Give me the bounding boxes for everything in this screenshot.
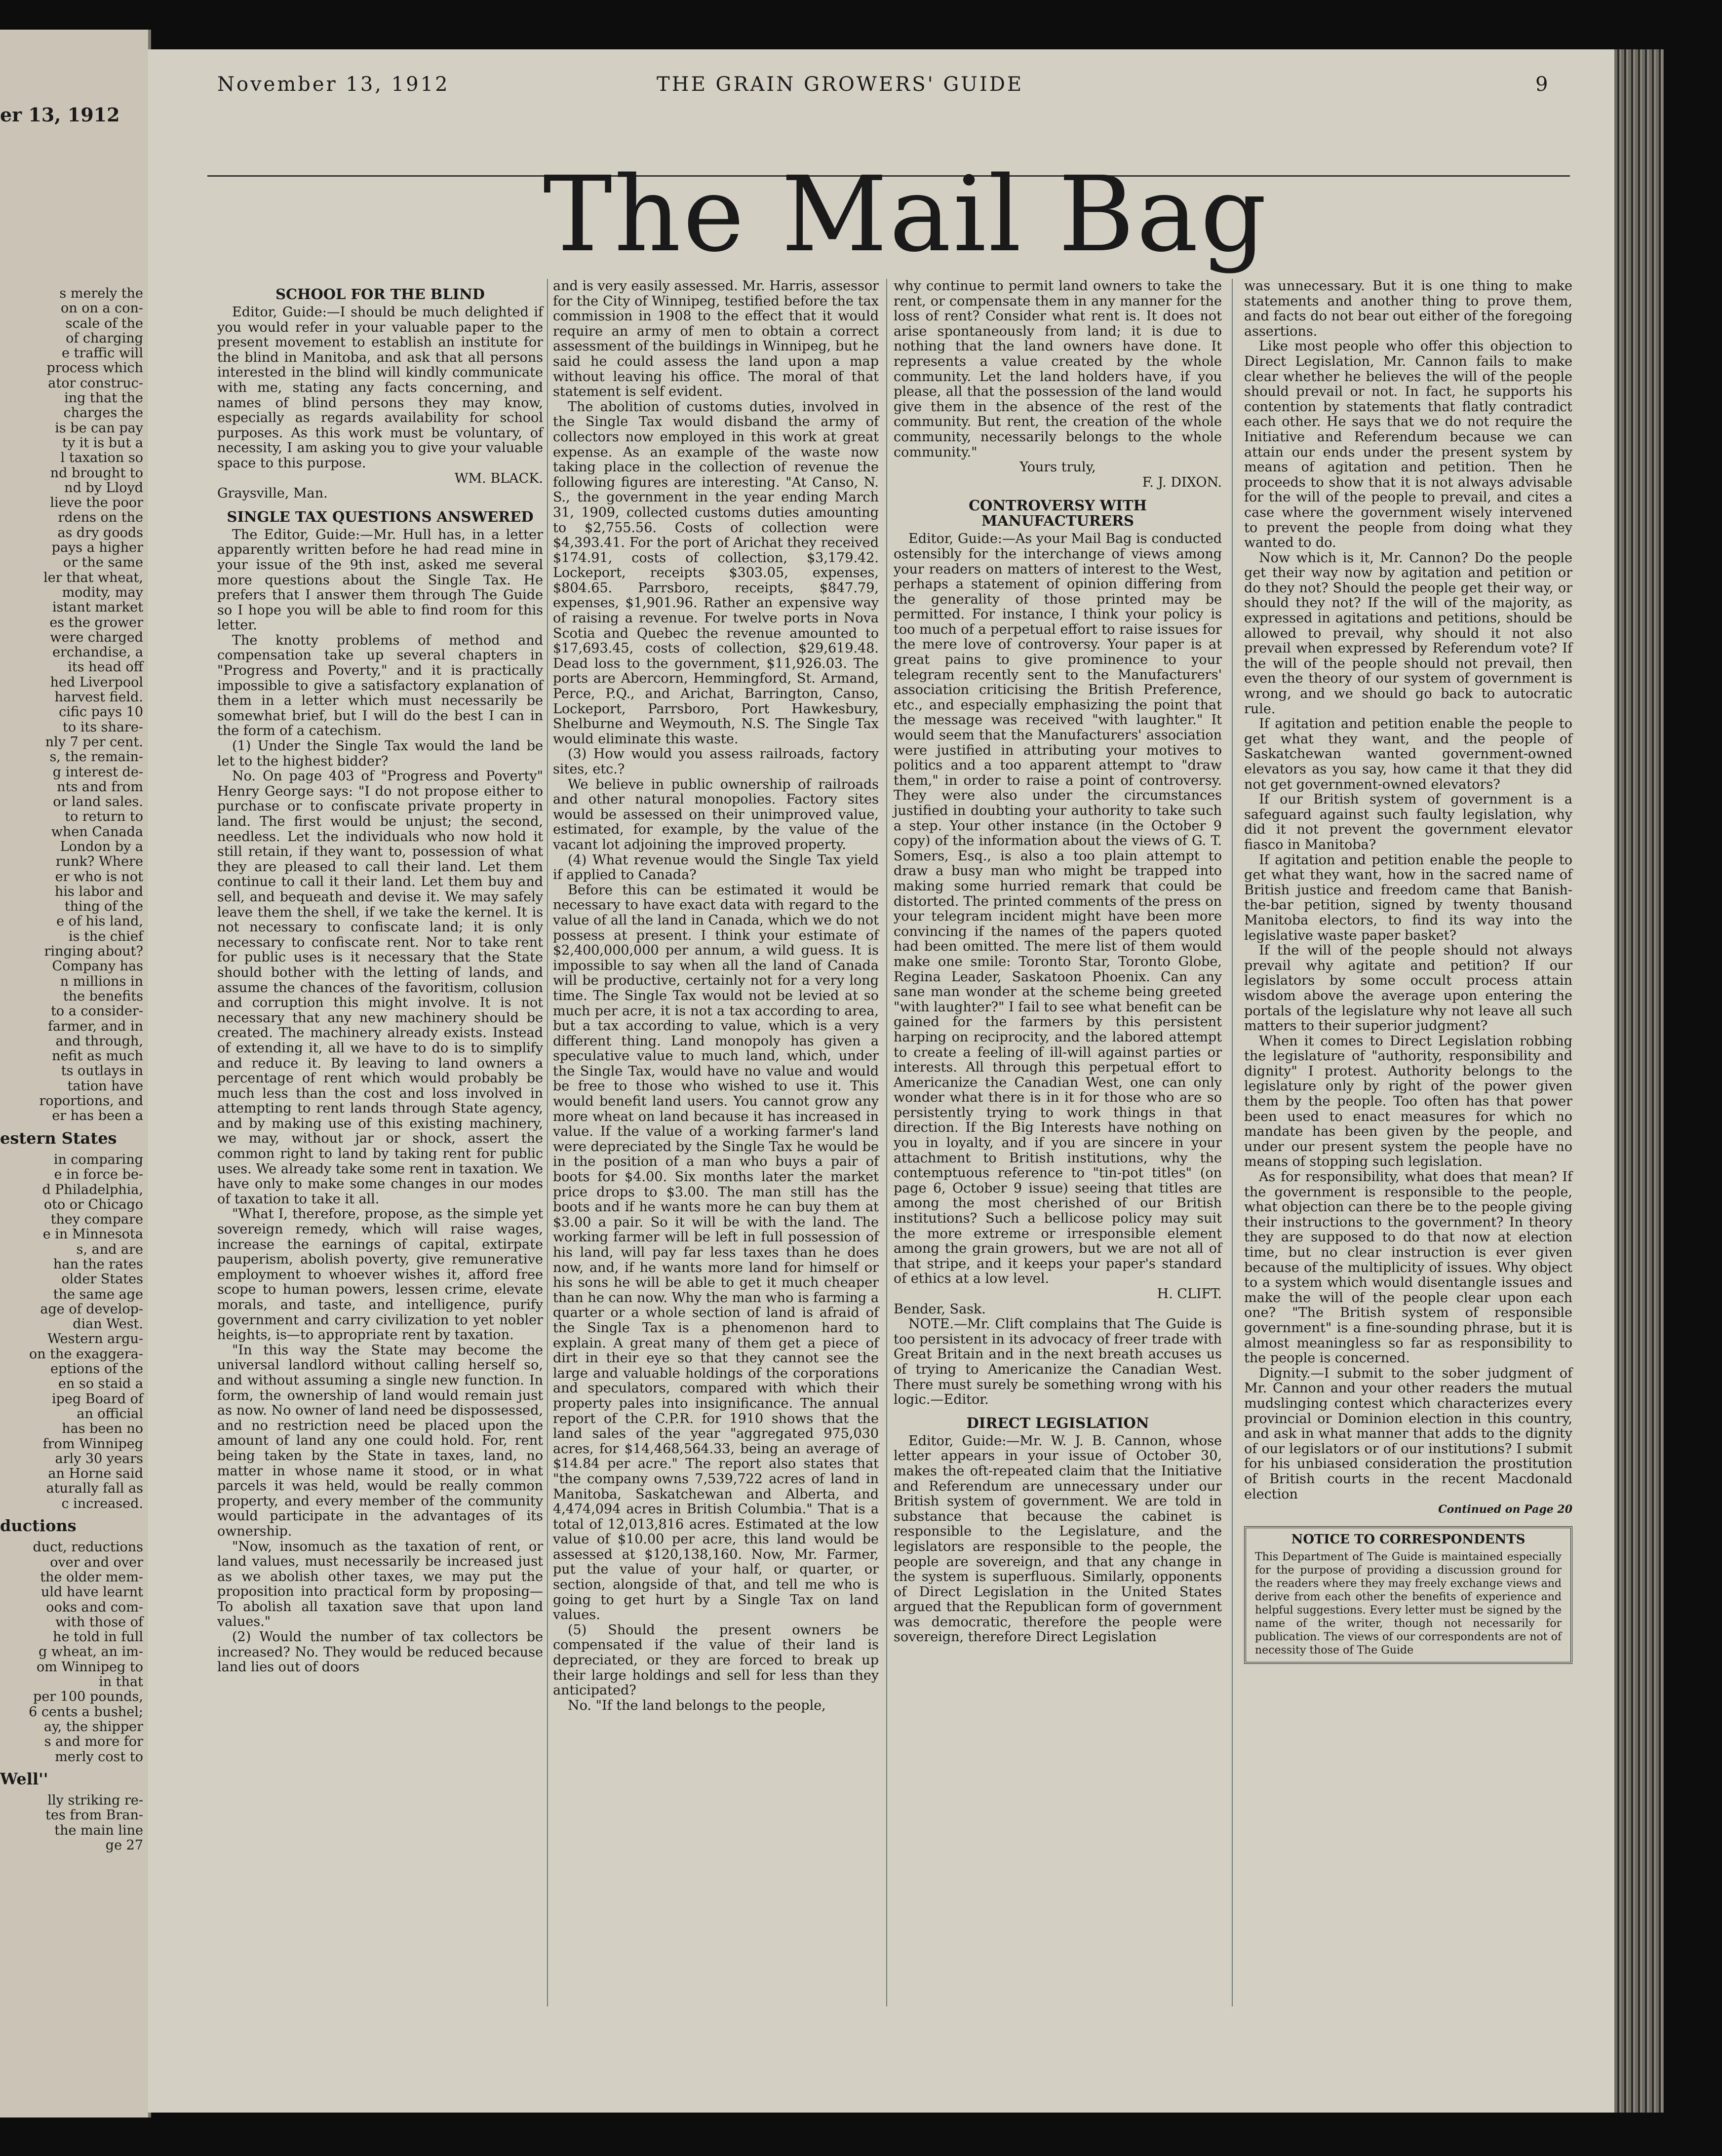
paragraph: (1) Under the Single Tax would the land be let to the highest bidder? [217, 738, 543, 769]
left-page-line: when Canada [51, 824, 143, 840]
paragraph: If the will of the people should not always prevail why agitate and petition? If our legislators by some occult process attain wisdom above the average upon entering the portals of the legislature why not leave all such matters to their superior judgment? [1244, 943, 1572, 1034]
paragraph: Now which is it, Mr. Cannon? Do the people get their way now by agitation and petition or do they not? Should the people get their way, or should they not? If the will of the majority, as expressed in agitations and petitions, should be allowed to prevail, why should it not also prevail when expressed by Referendum vote? If the will of the people should not prevail, then even the theory of our system of government is wrong, and we should go back to autocratic rule. [1244, 550, 1572, 717]
left-page-line: s merely the [59, 286, 143, 301]
article-heading: DIRECT LEGISLATION [966, 1414, 1149, 1431]
left-page-line: its head off [68, 659, 143, 675]
left-page-line: arly 30 years [55, 1451, 143, 1466]
left-page-heading: ductions [0, 1516, 77, 1536]
left-page-line: tes from Bran- [45, 1808, 143, 1823]
left-page-line: to return to [65, 809, 143, 825]
paragraph: "In this way the State may become the universal landlord without calling herself so, and without assuming a single new function. In form, the ownership of land would remain just as now. No owner of land need be dispossessed, and no restriction need be placed upon the amount of land any one could hold. For, rent being taken by the State in taxes, land, no matter in whose name it stood, or in what parcels it was held, would be really common property, and every member of the community would participate in the advantages of its ownership. [217, 1342, 543, 1539]
paragraph: was unnecessary. But it is one thing to make statements and another thing to prove them, and facts do not bear out either of the foregoing assertions. [1244, 278, 1572, 339]
left-page-line: cific pays 10 [59, 704, 143, 720]
paragraph: Editor, Guide:—I should be much delighted if you would refer in your valuable paper to the present movement to establish an institute for the blind in Manitoba, and ask that all persons interested in the blind will kindly communicate with me, stating any facts concerning, and names of blind persons they may know, especially as regards availability for school purposes. As this work must be voluntary, of necessity, I am asking you to give your valuable space to this purpose. [217, 305, 543, 471]
paragraph: and is very easily assessed. Mr. Harris, assessor for the City of Winnipeg, testified before the tax commission in 1908 to the effect that it would require an army of men to obtain a correct assessment of the buildings in Winnipeg, but he said he could assess the land upon a map without leaving his office. The moral of that statement is self evident. [553, 278, 879, 400]
left-page-line: ay, the shipper [43, 1719, 143, 1734]
left-page-line: en so staid a [58, 1376, 143, 1392]
left-page-line: in comparing [53, 1152, 143, 1167]
left-page-line: ing that the [64, 390, 143, 406]
left-page-line: Western argu- [47, 1331, 143, 1347]
column-rule [1232, 279, 1233, 2006]
paragraph: (5) Should the present owners be compensated if the value of their land is depreciated, or they are forced to break up their large holdings and sell for less than they anticipated? [553, 1622, 879, 1698]
left-page-line: g wheat, an im- [39, 1644, 143, 1660]
left-page-line: er who is not [55, 869, 143, 885]
left-page-line: he told in full [53, 1629, 143, 1645]
left-page-line: were charged [50, 629, 143, 645]
left-page-line: London by a [60, 839, 143, 854]
left-page-line: 6 cents a bushel; [29, 1704, 143, 1720]
left-page-line: modity, may [62, 584, 143, 600]
left-page-line: c increased. [61, 1496, 143, 1511]
left-page-line: from Winnipeg [42, 1436, 143, 1452]
left-page-line: lieve the poor [50, 495, 143, 511]
article-heading: CONTROVERSY WITH MANUFACTURERS [969, 497, 1147, 530]
left-page-line: ooks and com- [46, 1599, 143, 1615]
paragraph: Dignity.—I submit to the sober judgment of Mr. Cannon and your other readers the mutual mudslinging contest which characterizes every provincial or Dominion election in this country, and ask in what manner that adds to the dignity of our legislators or of our institutions? I submit for his unbiased consideration the prostitution of British courts in the recent Macdonald election [1244, 1365, 1572, 1502]
left-page-line: han the rates [53, 1257, 143, 1272]
dateline: Bender, Sask. [894, 1301, 986, 1317]
paragraph: If agitation and petition enable the people to get what they want, how in the sacred name of British justice and freedom came that Banish-the-bar petition, signed by twenty thousand Manitoba electors, to find its way into the legislative waste paper basket? [1244, 852, 1572, 943]
signature-closing: Yours truly, [1019, 460, 1096, 475]
left-page-line: om Winnipeg to [37, 1659, 143, 1675]
paragraph: Editor, Guide:—Mr. W. J. B. Cannon, whose letter appears in your issue of October 30, makes the oft-repeated claim that the Initiative and Referendum are unnecessary under our British system of government. We are told in substance that because the cabinet is responsible to the Legislature, and the legislators are responsible to the people, the people are sovereign, and that any change in the system is superfluous. Similarly, opponents of Direct Legislation in the United States argued that the Republican form of government was democratic, therefore the people were sovereign, therefore Direct Legislation [894, 1433, 1222, 1645]
signature: WM. BLACK. [454, 470, 543, 486]
left-page-heading: estern States [0, 1128, 117, 1148]
continued-note: Continued on Page 20 [1438, 1503, 1572, 1516]
left-page-line: is be can pay [55, 420, 143, 436]
left-page-line: has been no [62, 1421, 143, 1437]
left-page-line: ty it is but a [62, 435, 143, 451]
left-page-line: roportions, and [39, 1093, 143, 1109]
left-page-line: to its share- [63, 719, 143, 735]
paragraph: No. On page 403 of "Progress and Poverty" Henry George says: "I do not propose either to purchase or to confiscate private property in land. The first would be unjust; the second, needless. Let the individuals who now hold it still retain, if they want to, possession of what they are pleased to call their land. Let them continue to call it their land. Let them buy and sell, and bequeath and devise it. We may safely leave them the shell, if we take the kernel. It is not necessary to confiscate land; it is only necessary to confiscate rent. Nor to take rent for public uses is it necessary that the State should bother with the letting of lands, and assume the chances of the favoritism, collusion and corruption this might involve. It is not necessary that any new machinery should be created. The machinery already exists. Instead of extending it, all we have to do is to simplify and reduce it. By leaving to land owners a percentage of rent which would probably be much less than the cost and loss involved in attempting to rent lands through State agency, and by making use of this existing machinery, we may, without jar or shock, assert the common right to land by taking rent for public uses. We already take some rent in taxation. We have only to make some changes in our modes of taxation to take it all. [217, 769, 543, 1207]
left-page-line: an official [77, 1406, 143, 1422]
left-page-line: ator construc- [48, 375, 143, 391]
editor-note: NOTE.—Mr. Clift complains that The Guide is too persistent in its advocacy of freer trade with Great Britain and in the next breath accuses us of trying to Americanize the Canadian West. There must surely be something wrong with his logic.—Editor. [894, 1316, 1222, 1408]
left-page-line: ipeg Board of [52, 1391, 143, 1407]
paragraph: We believe in public ownership of railroads and other natural monopolies. Factory sites would be assessed on their unimproved value, estimated, for example, by the value of the vacant lot adjoining the improved property. [553, 776, 879, 852]
left-page-line: s, and are [76, 1241, 143, 1257]
book-page-edges [1614, 49, 1664, 2113]
left-page-line: nefit as much [52, 1048, 143, 1064]
left-page-line: nd brought to [50, 465, 143, 481]
left-page-line: in that [99, 1674, 143, 1690]
left-page-column [0, 286, 143, 1853]
left-page-line: the same age [53, 1286, 143, 1302]
left-page-line: ler that wheat, [43, 570, 143, 585]
column-4 [1244, 279, 1572, 1664]
paragraph: As for responsibility, what does that mean? If the government is responsible to the people, what objection can there be to the people giving their instructions to the government? In theory they are supposed to do that now at election time, but no clear instruction is ever given because of the multiplicity of issues. Why object to a system which would disentangle issues and make the will of the people clear upon each one? "The British system of responsible government" is a fine-sounding phrase, but it is almost meaningless so far as responsibility to the people is concerned. [1244, 1169, 1572, 1366]
left-page-line: an Horne said [48, 1466, 143, 1482]
left-page-line: they compare [50, 1212, 143, 1228]
left-page-line: rdens on the [58, 510, 143, 526]
left-page-line: ts outlays in [61, 1063, 143, 1079]
paragraph: The abolition of customs duties, involved in the Single Tax would disband the army of collectors now employed in this work at great expense. As an example of the waste now taking place in the collection of revenue the following figures are interesting. "At Canso, N. S., the government in the year ending March 31, 1909, collected customs duties amounting to $2,755.56. Costs of collection were $4,393.41. For the port of Arichat they received $174.91, costs of collection, $3,179.42. Lockeport, receipts $303.05, expenses, $804.65. Parrsboro, receipts, $847.79, expenses, $1,901.96. Rather an expensive way of raising a revenue. For twelve ports in Nova Scotia and Quebec the revenue amounted to $17,693.45, costs of collection, $29,619.48. Dead loss to the government, $11,926.03. The ports are Abercorn, Hemmingford, St. Armand, Perce, P.Q., and Arichat, Barrington, Canso, Lockeport, Parrsboro, Port Hawkesbury, Shelburne and Weymouth, N.S. The Single Tax would eliminate this waste. [553, 399, 879, 747]
notice-title: NOTICE TO CORRESPONDENTS [1291, 1532, 1526, 1547]
paragraph: No. "If the land belongs to the people, [568, 1697, 826, 1713]
left-page-line: hed Liverpool [50, 674, 143, 690]
left-page-line: duct, reductions [33, 1540, 143, 1555]
left-page-line: istant market [52, 600, 143, 616]
dateline: Graysville, Man. [217, 486, 328, 501]
left-page-line: pays a higher [51, 540, 143, 556]
left-page-line: is the chief [69, 928, 143, 944]
left-page-heading: Well'' [0, 1769, 48, 1788]
left-page-line: lly striking re- [47, 1793, 143, 1809]
left-page-line: the benefits [63, 988, 143, 1004]
left-page-line: ringing about? [44, 944, 143, 960]
left-page-line: aturally fall as [46, 1481, 143, 1497]
notice-body: This Department of The Guide is maintained especially for the purpose of providing a discussion ground for the readers where they may freely exchange views and derive from each other the benefits of experience and helpful suggestions. Every letter must be signed by the name of the writer, though not necessarily for publication. The views of our correspondents are not of necessity those of The Guide [1255, 1550, 1562, 1656]
left-page-line: and through, [55, 1033, 143, 1049]
left-page-line: his labor and [55, 884, 143, 899]
left-page-line: g interest de- [52, 764, 143, 780]
left-page-fragment [0, 30, 151, 2118]
masthead-title: The Mail Bag [543, 154, 1269, 275]
left-page-line: s and more for [44, 1734, 143, 1750]
left-page-line: or the same [63, 555, 143, 571]
paragraph: "What I, therefore, propose, as the simple yet sovereign remedy, which will raise wages, increase the earnings of capital, extirpate pauperism, abolish poverty, give remunerative employment to whoever wishes it, afford free scope to human powers, lessen crime, elevate morals, and taste, and intelligence, purify government and carry civilization to yet nobler heights, is—to appropriate rent by taxation. [217, 1206, 543, 1343]
left-page-line: per 100 pounds, [33, 1689, 143, 1705]
paragraph: If our British system of government is a safeguard against such faulty legislation, why did it not prevent the government elevator fiasco in Manitoba? [1244, 792, 1572, 852]
left-page-line: with those of [55, 1614, 143, 1630]
left-page-line: nts and from [57, 779, 143, 795]
left-page-line: n millions in [60, 973, 143, 989]
paragraph: (2) Would the number of tax collectors be increased? No. They would be reduced because land lies out of doors [217, 1629, 543, 1675]
left-page-line: process which [46, 360, 143, 376]
left-page-line: tation have [67, 1078, 143, 1094]
left-page-line: e traffic will [62, 346, 143, 361]
left-page-line: as dry goods [57, 525, 143, 540]
article-heading: SINGLE TAX QUESTIONS ANSWERED [227, 508, 534, 525]
left-page-line: uld have learnt [40, 1584, 143, 1600]
paragraph: Before this can be estimated it would be necessary to have exact data with regard to the value of all the land in Canada, which we do not possess at present. I think your estimate of $2,400,000,000 per annum, a wild guess. It is impossible to say when all the land of Canada will be productive, certainly not for a very long time. The Single Tax would not be levied at so much per acre, it is not a tax according to area, but a tax according to value, which is a very different thing. Land monopoly has given a speculative value to much land, which, under the Single Tax, would have no value and would be free to those who wished to use it. This would benefit land users. You cannot grow any more wheat on land because it has increased in value. If the value of a working farmer's land were depreciated by the Single Tax he would be in the position of a man who buys a pair of boots for $4.00. Six months later the market price drops to $3.00. The man still has the boots and if he wants more he can buy them at $3.00 a pair. So it will be with the land. The working farmer will be left in full possession of his land, will pay far less taxes than he does now, and, if he wants more land for himself or his sons he will be able to get it much cheaper than he can now. Why the man who is farming a quarter or a whole section of land is afraid of the Single Tax is a phenomenon hard to explain. A great many of them get a piece of dirt in their eye so that they cannot see the large and valuable holdings of the corporations and speculators, compared with which their property pales into insignificance. The annual report of the C.P.R. for 1910 shows that the land sales of the year "aggregated 975,030 acres, for $14,468,564.33, being an average of $14.84 per acre." The report also states that "the company owns 7,539,722 acres of land in Manitoba, Saskatchewan and Alberta, and 4,474,094 acres in British Columbia." That is a total of 12,013,816 acres. Estimated at the low value of $10.00 per acre, this land would be assessed at $120,138,160. Now, Mr. Farmer, put the value of your half, or quarter, or section, alongside of that, and tell me who is going to get hurt by a Single Tax on land values. [553, 882, 879, 1623]
column-3 [894, 279, 1222, 1645]
left-page-line: on on a con- [60, 301, 143, 316]
signature: H. CLIFT. [1157, 1286, 1222, 1302]
left-page-line: d Philadelphia, [42, 1182, 143, 1197]
left-page-line: er has been a [52, 1108, 143, 1124]
column-2 [553, 279, 879, 1713]
left-page-line: nd by Lloyd [64, 480, 143, 496]
left-page-line: older States [61, 1271, 143, 1287]
page-number: 9 [1535, 73, 1550, 96]
left-page-line: harvest field. [54, 690, 143, 705]
left-page-line: nly 7 per cent. [45, 734, 143, 750]
article-heading: SCHOOL FOR THE BLIND [275, 286, 485, 303]
left-page-line: age of develop- [40, 1301, 143, 1317]
left-page-line: runk? Where [55, 854, 143, 870]
left-page-line: dian West. [73, 1316, 143, 1332]
signature: F. J. DIXON. [1142, 474, 1222, 490]
left-page-line: thing of the [64, 899, 143, 915]
left-page-line: erchandise, a [52, 645, 143, 660]
left-page-line: merly cost to [55, 1749, 143, 1765]
running-head-date: November 13, 1912 [217, 73, 450, 96]
paragraph: The Editor, Guide:—Mr. Hull has, in a letter apparently written before he had read mine in your issue of the 9th inst, asked me several more questions about the Single Tax. He prefers that I answer them through The Guide so I hope you will be able to find room for this letter. [217, 527, 543, 633]
left-page-line: ge 27 [105, 1837, 143, 1853]
left-page-line: s, the remain- [49, 749, 143, 765]
left-page-line: to a consider- [51, 1003, 143, 1019]
left-page-line: or land sales. [53, 794, 143, 810]
left-page-line: scale of the [65, 315, 143, 331]
left-page-line: e in Minnesota [42, 1227, 143, 1242]
paragraph: When it comes to Direct Legislation robbing the legislature of "authority, responsibility and dignity" I protest. Authority belongs to the legislature only by right of the power given them by the people. Too often has that power been used to enact measures for which no mandate has been given by the people, and under our present system the people have no means of stopping such legislation. [1244, 1033, 1572, 1170]
paragraph: why continue to permit land owners to take the rent, or compensate them in any manner for the loss of rent? Consider what rent is. It does not arise spontaneously from land; it is due to nothing that the land owners have done. It represents a value created by the whole community. Let the land holders have, if you please, all that the possession of the land would give them in the absence of the rest of the community. But rent, the creation of the whole community, necessarily belongs to the whole community." [894, 278, 1222, 460]
left-page-line: over and over [50, 1554, 143, 1570]
paragraph: Editor, Guide:—As your Mail Bag is conducted ostensibly for the interchange of views among your readers on matters of interest to the West, perhaps a statement of opinion differing from the generality of those printed may be permitted. For instance, I think your policy is too much of a perpetual effort to raise issues for the mere love of controversy. Your paper is at great pains to give prominence to your telegram recently sent to the Manufacturers' association criticising the British Preference, etc., and especially emphasizing the point that the message was received "with laughter." It would seem that the Manufacturers' association were justified in attributing your motives to politics and a too apparent attempt to "draw them," in order to raise a point of controversy. They were also under the circumstances justified in doubting your authority to take such a step. Your other instance (in the October 9 copy) of the information about the views of G. T. Somers, Esq., is also a too plain attempt to draw a busy man who might be trapped into making some hurried remark that could be distorted. The printed comments of the press on your telegram incident might have been more convincing if the names of the papers quoted had been omitted. The mere list of them would make one smile: Toronto Star, Toronto Globe, Regina Leader, Saskatoon Phoenix. Can any sane man wonder at the scheme being greeted "with laughter?" I fail to see what benefit can be gained for the farmers by this persistent harping on reciprocity, and the labored attempt to create a feeling of ill-will against parties or interests. All through this perpetual effort to Americanize the Canadian West, one can only wonder what there is in it for those who are so persistently trying to work things in that direction. If the Big Interests have nothing on you in loyalty, and if you are sincere in your attachment to British institutions, why the contemptuous reference to "tin-pot titles" (on page 6, October 9 issue) seeing that titles are among the most cherished of our British institutions? Such a bellicose policy may suit the more extreme or irresponsible element among the grain growers, but we are not all of that stripe, and it keeps your paper's standard of ethics at a low level. [894, 531, 1222, 1287]
left-page-line: es the grower [49, 615, 143, 630]
left-page-line: farmer, and in [47, 1018, 143, 1034]
left-page-line: e of his land, [56, 914, 143, 929]
paragraph: (3) How would you assess railroads, factory sites, etc.? [553, 746, 879, 777]
left-page-line: oto or Chicago [43, 1196, 143, 1212]
running-head-title: THE GRAIN GROWERS' GUIDE [657, 73, 1024, 96]
notice-box [1244, 1526, 1572, 1664]
left-page-line: charges the [63, 405, 143, 421]
left-page-line: eptions of the [50, 1361, 143, 1377]
paragraph: "Now, insomuch as the taxation of rent, or land values, must necessarily be increased just as we abolish other taxes, we may put the proposition into practical form by proposing—To abolish all taxation save that upon land values." [217, 1539, 543, 1630]
left-page-line: l taxation so [60, 450, 143, 466]
left-page-line: Company has [52, 959, 143, 974]
left-page-line: the older mem- [40, 1569, 143, 1585]
paragraph: If agitation and petition enable the people to get what they want, and the people of Saskatchewan wanted government-owned elevators as you say, how came it that they did not get government-owned elevators? [1244, 716, 1572, 792]
left-page-line: e in force be- [54, 1167, 143, 1183]
left-page-line: on the exaggera- [29, 1346, 143, 1362]
paragraph: (4) What revenue would the Single Tax yield if applied to Canada? [553, 852, 879, 883]
column-1 [217, 279, 543, 1675]
paragraph: The knotty problems of method and compensation take up several chapters in "Progress and Poverty," and it is practically impossible to give a satisfactory explanation of them in a letter which must necessarily be somewhat brief, but I will do the best I can in the form of a catechism. [217, 632, 543, 739]
left-page-line: of charging [66, 330, 143, 346]
column-rule [547, 279, 548, 2006]
left-page-line: the main line [54, 1822, 143, 1838]
column-rule [886, 279, 887, 2006]
left-page-header: er 13, 1912 [0, 104, 120, 126]
paragraph: Like most people who offer this objection to Direct Legislation, Mr. Cannon fails to make clear whether he believes the will of the people should prevail or not. In fact, he supports his contention by statements that flatly contradict each other. He says that we do not require the Initiative and Referendum because we can attain our ends under the present system by means of agitation and petition. Then he proceeds to show that it is not always advisable for the will of the people to prevail, and cites a case where the government wisely intervened to prevent the people from doing what they wanted to do. [1244, 339, 1572, 551]
